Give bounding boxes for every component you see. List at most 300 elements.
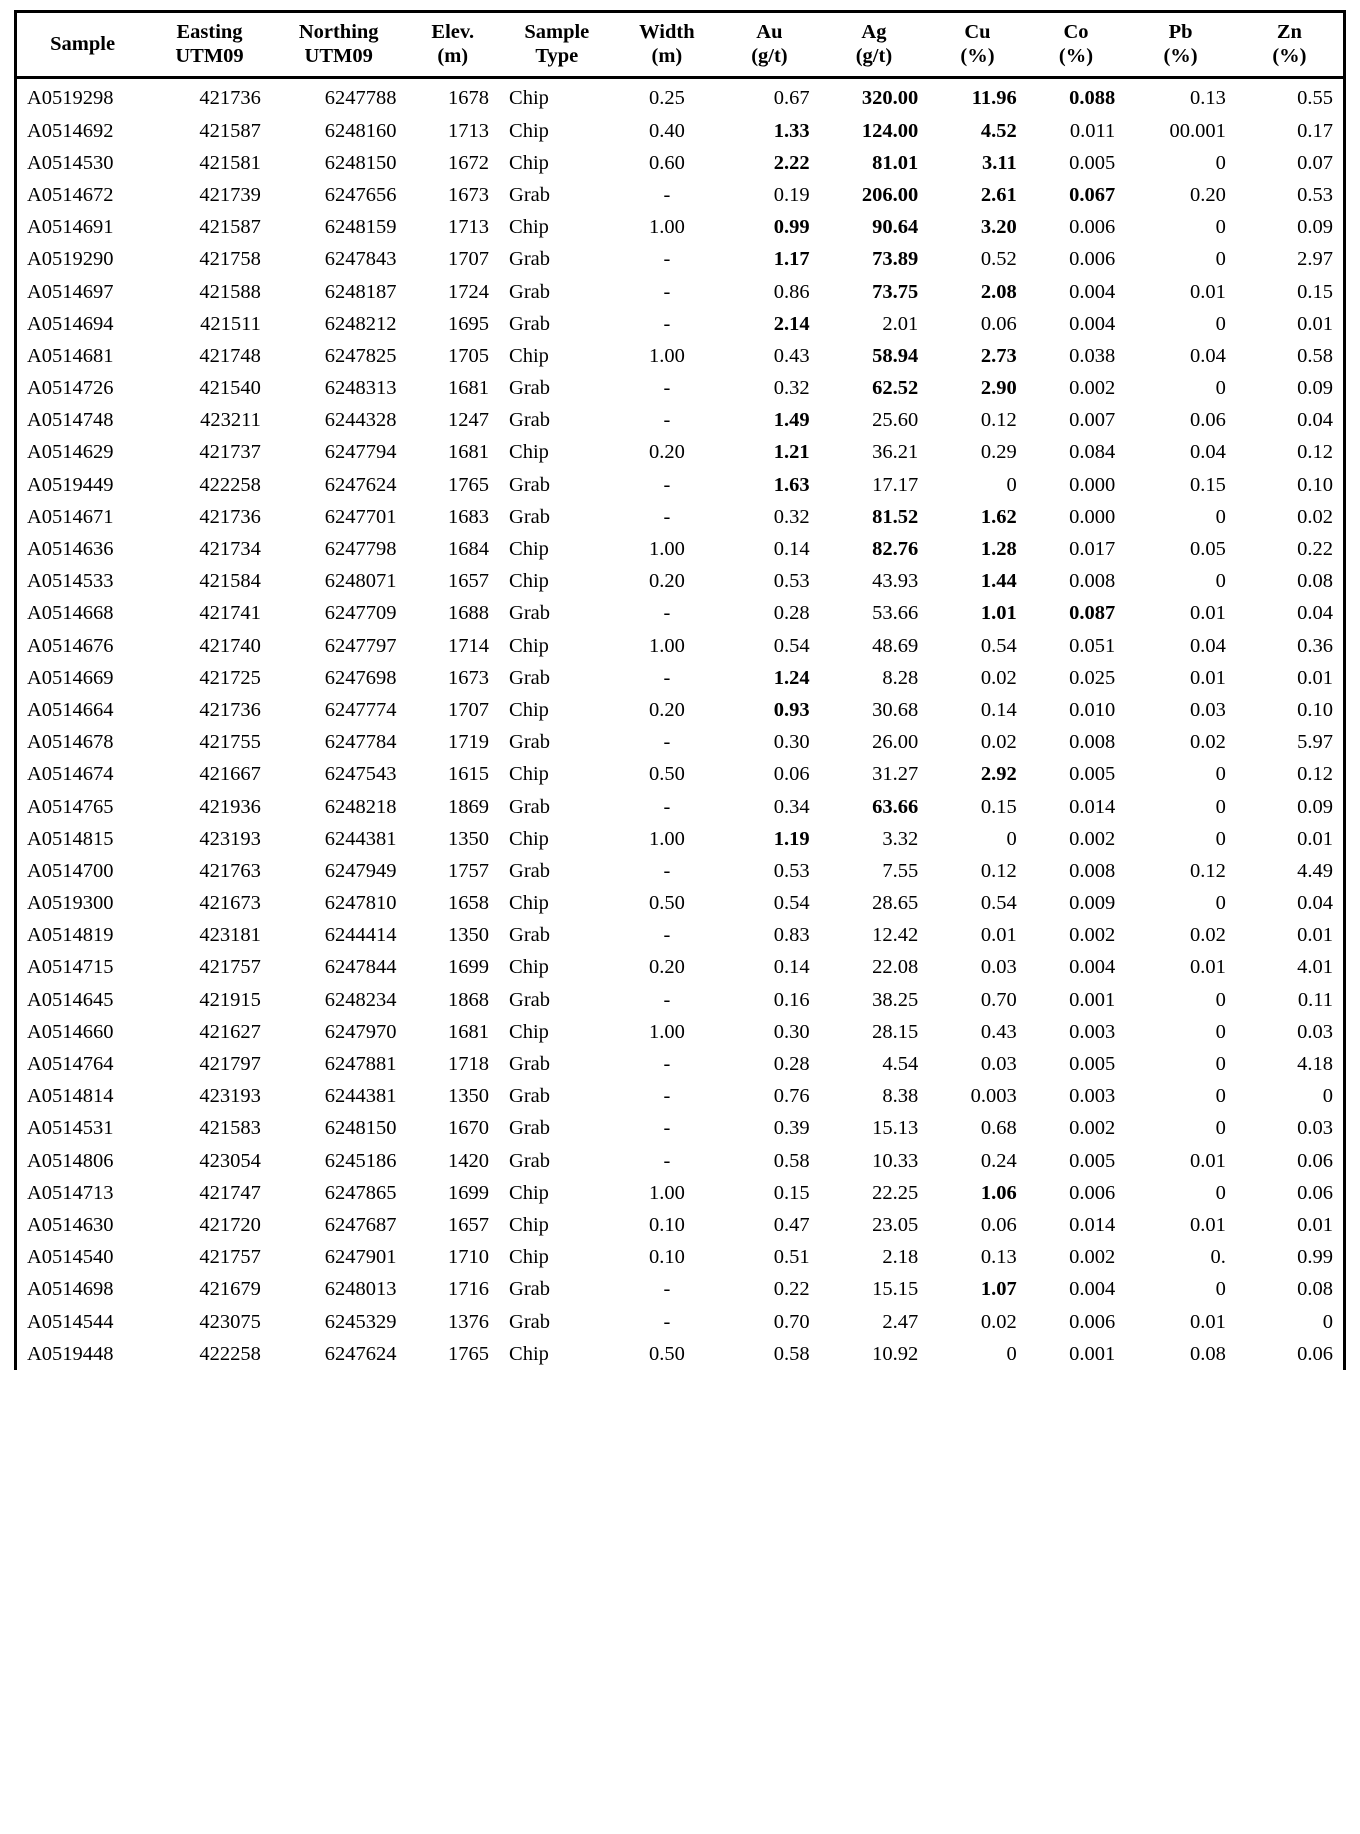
cell-northing: 6247701 <box>324 505 397 528</box>
cell-au: 0.99 <box>773 216 810 239</box>
cell-cu: 2.92 <box>980 763 1017 786</box>
table-row <box>16 436 1345 468</box>
cell-pb: 0 <box>1215 1085 1226 1108</box>
cell-northing: 6247843 <box>324 248 397 271</box>
column-header-line1: Pb <box>1168 21 1193 43</box>
cell-northing: 6248160 <box>324 119 397 142</box>
cell-northing: 6248071 <box>324 570 397 593</box>
table-row <box>16 1016 1345 1048</box>
cell-co: 0.002 <box>1069 827 1116 850</box>
cell-au: 0.30 <box>773 1020 810 1043</box>
cell-easting: 421587 <box>199 119 261 142</box>
column-header-line1: Sample <box>524 21 590 43</box>
cell-elevation: 1695 <box>448 312 490 335</box>
cell-width: - <box>663 1117 671 1140</box>
cell-elevation: 1868 <box>448 988 490 1011</box>
cell-zn: 0.53 <box>1236 179 1345 211</box>
cell-elevation: 1718 <box>448 1053 490 1075</box>
cell-width: 1.00 <box>648 216 685 239</box>
cell-co: 0.017 <box>1069 538 1116 560</box>
cell-easting: 421736 <box>199 87 261 110</box>
cell-zn: 0.10 <box>1236 469 1345 501</box>
cell-au: 0.14 <box>773 956 810 979</box>
cell-co: 0.000 <box>1069 505 1116 528</box>
cell-sample-type: Grab <box>509 988 550 1011</box>
column-header-ag <box>820 12 929 78</box>
cell-easting: 421587 <box>199 216 261 239</box>
cell-cu: 0.06 <box>980 1213 1017 1236</box>
cell-zn: 0.08 <box>1236 565 1345 597</box>
cell-ag: 10.92 <box>872 1342 919 1365</box>
cell-width: 1.00 <box>648 634 685 657</box>
cell-northing: 6247844 <box>324 956 397 979</box>
cell-ag: 36.21 <box>872 441 919 464</box>
cell-sample-type: Grab <box>509 1149 550 1172</box>
cell-sample-type: Grab <box>509 795 550 818</box>
cell-pb: 0.04 <box>1189 344 1226 367</box>
cell-width: - <box>663 473 671 496</box>
cell-elevation: 1684 <box>448 538 490 560</box>
cell-width: 0.20 <box>648 956 685 979</box>
cell-ag: 15.15 <box>872 1278 919 1301</box>
table-row <box>16 1080 1345 1112</box>
cell-sample-type: Grab <box>509 248 550 271</box>
cell-au: 0.30 <box>773 731 810 754</box>
column-header-cu <box>928 12 1027 78</box>
cell-easting: 421737 <box>199 441 261 464</box>
cell-easting: 421747 <box>199 1181 261 1204</box>
cell-ag: 82.76 <box>872 538 919 560</box>
column-header-line2: (%) <box>1058 45 1094 68</box>
column-header-line2: (g/t) <box>751 45 788 68</box>
cell-easting: 421588 <box>199 280 261 303</box>
cell-width: - <box>663 859 671 882</box>
cell-width: 0.20 <box>648 441 685 464</box>
cell-ag: 12.42 <box>872 924 919 947</box>
cell-zn: 0.01 <box>1236 919 1345 951</box>
cell-easting: 421915 <box>199 988 261 1011</box>
cell-cu: 0.06 <box>980 312 1017 335</box>
cell-sample-type: Grab <box>509 505 550 528</box>
cell-sample-type: Grab <box>509 602 550 625</box>
cell-elevation: 1765 <box>448 1342 490 1365</box>
cell-northing: 6248013 <box>324 1278 397 1301</box>
cell-au: 1.21 <box>773 441 810 464</box>
cell-northing: 6248187 <box>324 280 397 303</box>
cell-northing: 6247810 <box>324 892 397 915</box>
cell-zn: 0.01 <box>1236 662 1345 694</box>
cell-easting: 421736 <box>199 505 261 528</box>
cell-pb: 0.04 <box>1189 634 1226 657</box>
cell-sample: A0519300 <box>16 887 149 919</box>
cell-ag: 4.54 <box>882 1053 919 1075</box>
table-row <box>16 1338 1345 1370</box>
cell-northing: 6248313 <box>324 377 397 400</box>
cell-width: - <box>663 312 671 335</box>
table-row <box>16 533 1345 565</box>
cell-cu: 0.02 <box>980 731 1017 754</box>
table-row <box>16 984 1345 1016</box>
cell-co: 0.001 <box>1069 1342 1116 1365</box>
cell-co: 0.014 <box>1069 795 1116 818</box>
cell-sample-type: Grab <box>509 183 550 206</box>
cell-pb: 0 <box>1215 216 1226 239</box>
cell-cu: 0.15 <box>980 795 1017 818</box>
cell-au: 0.19 <box>773 183 810 206</box>
cell-northing: 6247788 <box>324 87 397 110</box>
cell-width: - <box>663 666 671 689</box>
cell-sample-type: Grab <box>509 473 550 496</box>
column-header-au <box>719 12 820 78</box>
cell-au: 0.06 <box>773 763 810 786</box>
cell-easting: 421581 <box>199 151 261 174</box>
column-header-line2: UTM09 <box>304 45 373 68</box>
cell-elevation: 1657 <box>448 570 490 593</box>
cell-sample-type: Chip <box>509 956 549 979</box>
cell-zn: 0.36 <box>1236 630 1345 662</box>
cell-sample-type: Chip <box>509 1246 549 1269</box>
cell-sample: A0514676 <box>16 630 149 662</box>
cell-sample-type: Chip <box>509 344 549 367</box>
cell-au: 0.54 <box>773 634 810 657</box>
column-header-line1: Easting <box>176 21 243 43</box>
cell-northing: 6245329 <box>324 1310 397 1333</box>
cell-sample: A0514715 <box>16 951 149 983</box>
table-row <box>16 372 1345 404</box>
cell-easting: 421757 <box>199 1246 261 1269</box>
table-row <box>16 726 1345 758</box>
cell-elevation: 1670 <box>448 1117 490 1140</box>
column-header-line1: Northing <box>298 21 379 43</box>
cell-co: 0.005 <box>1069 151 1116 174</box>
cell-sample-type: Chip <box>509 892 549 915</box>
cell-au: 2.14 <box>773 312 810 335</box>
cell-width: 0.50 <box>648 892 685 915</box>
cell-sample-type: Grab <box>509 1278 550 1301</box>
cell-elevation: 1657 <box>448 1213 490 1236</box>
cell-pb: 0 <box>1215 377 1226 400</box>
cell-northing: 6247687 <box>324 1213 397 1236</box>
cell-sample: A0514671 <box>16 501 149 533</box>
cell-ag: 3.32 <box>882 827 919 850</box>
cell-easting: 422258 <box>199 473 261 496</box>
cell-width: 0.60 <box>648 151 685 174</box>
cell-cu: 0.01 <box>980 924 1017 947</box>
cell-cu: 0.003 <box>970 1085 1017 1108</box>
cell-ag: 28.15 <box>872 1020 919 1043</box>
cell-au: 0.67 <box>773 87 810 110</box>
cell-sample-type: Grab <box>509 666 550 689</box>
cell-cu: 0 <box>1006 473 1017 496</box>
cell-co: 0.002 <box>1069 1117 1116 1140</box>
cell-zn: 4.01 <box>1236 951 1345 983</box>
cell-zn: 0.06 <box>1236 1145 1345 1177</box>
cell-pb: 0 <box>1215 892 1226 915</box>
cell-cu: 0.24 <box>980 1149 1017 1172</box>
cell-elevation: 1699 <box>448 1181 490 1204</box>
cell-cu: 0.70 <box>980 988 1017 1011</box>
cell-northing: 6248150 <box>324 1117 397 1140</box>
cell-width: 1.00 <box>648 1020 685 1043</box>
cell-width: 0.50 <box>648 1342 685 1365</box>
cell-easting: 421739 <box>199 183 261 206</box>
cell-elevation: 1757 <box>448 859 490 882</box>
column-header-line1: Au <box>756 21 783 43</box>
cell-easting: 423211 <box>200 409 261 432</box>
cell-cu: 0.03 <box>980 956 1017 979</box>
cell-pb: 0.01 <box>1189 1310 1226 1333</box>
table-row <box>16 78 1345 115</box>
cell-easting: 421673 <box>199 892 261 915</box>
cell-ag: 124.00 <box>861 119 919 142</box>
cell-easting: 422258 <box>199 1342 261 1365</box>
cell-sample-type: Grab <box>509 1117 550 1140</box>
cell-au: 0.39 <box>773 1117 810 1140</box>
cell-width: - <box>663 280 671 303</box>
cell-au: 0.76 <box>773 1085 810 1108</box>
cell-easting: 421763 <box>199 859 261 882</box>
cell-zn: 0.09 <box>1236 211 1345 243</box>
cell-au: 0.28 <box>773 1053 810 1075</box>
cell-sample: A0514726 <box>16 372 149 404</box>
cell-co: 0.084 <box>1069 441 1116 464</box>
table-row <box>16 597 1345 629</box>
cell-width: - <box>663 1085 671 1108</box>
column-header-line1: Ag <box>861 21 887 43</box>
cell-width: - <box>663 409 671 432</box>
cell-northing: 6248218 <box>324 795 397 818</box>
cell-elevation: 1615 <box>448 763 490 786</box>
cell-easting: 421741 <box>199 602 261 625</box>
cell-sample: A0514672 <box>16 179 149 211</box>
cell-northing: 6247624 <box>324 473 397 496</box>
cell-co: 0.005 <box>1069 1053 1116 1075</box>
cell-sample: A0514806 <box>16 1145 149 1177</box>
cell-sample-type: Grab <box>509 312 550 335</box>
cell-cu: 0.02 <box>980 666 1017 689</box>
cell-co: 0.001 <box>1069 988 1116 1011</box>
cell-au: 0.14 <box>773 538 810 560</box>
cell-cu: 2.73 <box>980 344 1017 367</box>
cell-width: - <box>663 183 671 206</box>
table-row <box>16 887 1345 919</box>
cell-sample: A0514629 <box>16 436 149 468</box>
table-row <box>16 1177 1345 1209</box>
cell-width: - <box>663 248 671 271</box>
cell-sample: A0514645 <box>16 984 149 1016</box>
cell-easting: 421797 <box>199 1053 261 1075</box>
cell-northing: 6247949 <box>324 859 397 882</box>
column-header-line2: UTM09 <box>175 45 244 68</box>
cell-northing: 6247970 <box>324 1020 397 1043</box>
cell-sample: A0514819 <box>16 919 149 951</box>
cell-cu: 0.03 <box>980 1053 1017 1075</box>
cell-width: - <box>663 988 671 1011</box>
cell-cu: 1.06 <box>980 1181 1017 1204</box>
cell-cu: 0.52 <box>980 248 1017 271</box>
cell-au: 1.19 <box>773 827 810 850</box>
cell-elevation: 1705 <box>448 344 490 367</box>
cell-elevation: 1765 <box>448 473 490 496</box>
cell-sample: A0514630 <box>16 1209 149 1241</box>
cell-pb: 0 <box>1215 795 1226 818</box>
cell-elevation: 1716 <box>448 1278 490 1301</box>
column-header-easting <box>148 12 271 78</box>
table-row <box>16 340 1345 372</box>
cell-cu: 1.28 <box>980 538 1017 560</box>
cell-ag: 81.52 <box>872 505 919 528</box>
cell-width: - <box>663 1053 671 1075</box>
cell-northing: 6247797 <box>324 634 397 657</box>
cell-northing: 6248150 <box>324 151 397 174</box>
column-header-line2: (%) <box>960 45 995 68</box>
cell-zn: 0.01 <box>1236 1209 1345 1241</box>
table-row <box>16 694 1345 726</box>
table-row <box>16 211 1345 243</box>
cell-co: 0.004 <box>1069 1278 1116 1301</box>
cell-sample: A0514713 <box>16 1177 149 1209</box>
cell-sample-type: Chip <box>509 119 549 142</box>
cell-pb: 0 <box>1215 151 1226 174</box>
cell-pb: 0.12 <box>1189 859 1226 882</box>
cell-pb: 0.01 <box>1189 1149 1226 1172</box>
cell-cu: 1.01 <box>980 602 1017 625</box>
cell-elevation: 1420 <box>448 1149 490 1172</box>
cell-au: 0.53 <box>773 859 810 882</box>
cell-cu: 0.14 <box>980 698 1017 721</box>
cell-elevation: 1658 <box>448 892 490 915</box>
cell-co: 0.005 <box>1069 763 1116 786</box>
cell-co: 0.025 <box>1069 666 1116 689</box>
cell-easting: 421740 <box>199 634 261 657</box>
cell-zn: 0.12 <box>1236 436 1345 468</box>
cell-elevation: 1710 <box>448 1246 490 1269</box>
table-row <box>16 951 1345 983</box>
table-row <box>16 1241 1345 1273</box>
cell-co: 0.067 <box>1069 183 1116 206</box>
cell-northing: 6247698 <box>324 666 397 689</box>
cell-width: - <box>663 731 671 754</box>
column-header-line1: Cu <box>964 21 991 43</box>
cell-pb: 0. <box>1210 1246 1226 1269</box>
cell-cu: 0.68 <box>980 1117 1017 1140</box>
cell-sample: A0514636 <box>16 533 149 565</box>
cell-pb: 0.15 <box>1189 473 1226 496</box>
cell-easting: 421734 <box>199 538 261 560</box>
cell-elevation: 1673 <box>448 666 490 689</box>
cell-cu: 0 <box>1006 1342 1017 1365</box>
cell-sample-type: Chip <box>509 1020 549 1043</box>
cell-sample: A0514544 <box>16 1306 149 1338</box>
table-header <box>16 12 1345 78</box>
cell-zn: 0.01 <box>1236 823 1345 855</box>
cell-cu: 0.12 <box>980 859 1017 882</box>
cell-sample-type: Chip <box>509 538 549 560</box>
cell-ag: 8.38 <box>882 1085 919 1108</box>
cell-ag: 38.25 <box>872 988 919 1011</box>
column-header-line1: Sample <box>50 33 116 56</box>
cell-sample: A0514748 <box>16 404 149 436</box>
column-header-line2: (%) <box>1272 45 1307 68</box>
cell-elevation: 1350 <box>448 1085 490 1108</box>
cell-au: 0.43 <box>773 344 810 367</box>
cell-easting: 421748 <box>199 344 261 367</box>
table-row <box>16 1306 1345 1338</box>
cell-pb: 0.01 <box>1189 1213 1226 1236</box>
cell-zn: 0 <box>1236 1306 1345 1338</box>
cell-northing: 6247881 <box>324 1053 397 1075</box>
cell-zn: 0.55 <box>1236 78 1345 115</box>
cell-ag: 90.64 <box>872 216 919 239</box>
cell-cu: 0.43 <box>980 1020 1017 1043</box>
cell-pb: 0.01 <box>1189 602 1226 625</box>
cell-easting: 423193 <box>199 827 261 850</box>
cell-au: 0.83 <box>773 924 810 947</box>
cell-sample: A0519449 <box>16 469 149 501</box>
cell-pb: 0.04 <box>1189 441 1226 464</box>
cell-width: 1.00 <box>648 827 685 850</box>
cell-pb: 0 <box>1215 827 1226 850</box>
table-row <box>16 758 1345 790</box>
cell-au: 0.32 <box>773 377 810 400</box>
cell-northing: 6247709 <box>324 602 397 625</box>
cell-easting: 421627 <box>199 1020 261 1043</box>
cell-co: 0.088 <box>1069 87 1116 110</box>
cell-ag: 53.66 <box>872 602 919 625</box>
cell-co: 0.002 <box>1069 924 1116 947</box>
cell-co: 0.007 <box>1069 409 1116 432</box>
cell-elevation: 1376 <box>448 1310 490 1333</box>
table-row <box>16 791 1345 823</box>
column-header-pb <box>1125 12 1236 78</box>
cell-easting: 423193 <box>199 1085 261 1108</box>
cell-pb: 0.03 <box>1189 698 1226 721</box>
cell-sample: A0514815 <box>16 823 149 855</box>
cell-pb: 0.06 <box>1189 409 1226 432</box>
cell-co: 0.038 <box>1069 344 1116 367</box>
table-body <box>16 78 1345 1370</box>
cell-elevation: 1681 <box>448 441 490 464</box>
cell-pb: 0.01 <box>1189 280 1226 303</box>
cell-cu: 0.54 <box>980 634 1017 657</box>
cell-sample: A0514674 <box>16 758 149 790</box>
cell-zn: 0.01 <box>1236 308 1345 340</box>
column-header-width <box>615 12 720 78</box>
cell-northing: 6244328 <box>324 409 397 432</box>
cell-elevation: 1350 <box>448 827 490 850</box>
cell-zn: 2.97 <box>1236 243 1345 275</box>
cell-zn: 5.97 <box>1236 726 1345 758</box>
cell-sample-type: Chip <box>509 827 549 850</box>
table-row <box>16 501 1345 533</box>
cell-sample: A0514697 <box>16 276 149 308</box>
cell-sample-type: Chip <box>509 1342 549 1365</box>
cell-northing: 6247774 <box>324 698 397 721</box>
cell-northing: 6247794 <box>324 441 397 464</box>
cell-pb: 0 <box>1215 988 1226 1011</box>
cell-northing: 6247901 <box>324 1246 397 1269</box>
cell-sample: A0514668 <box>16 597 149 629</box>
cell-ag: 22.08 <box>872 956 919 979</box>
cell-pb: 0.20 <box>1189 183 1226 206</box>
cell-cu: 0.29 <box>980 441 1017 464</box>
cell-easting: 421757 <box>199 956 261 979</box>
cell-elevation: 1672 <box>448 151 490 174</box>
cell-cu: 1.62 <box>980 505 1017 528</box>
cell-sample: A0514540 <box>16 1241 149 1273</box>
cell-sample-type: Grab <box>509 859 550 882</box>
cell-easting: 421511 <box>200 312 261 335</box>
